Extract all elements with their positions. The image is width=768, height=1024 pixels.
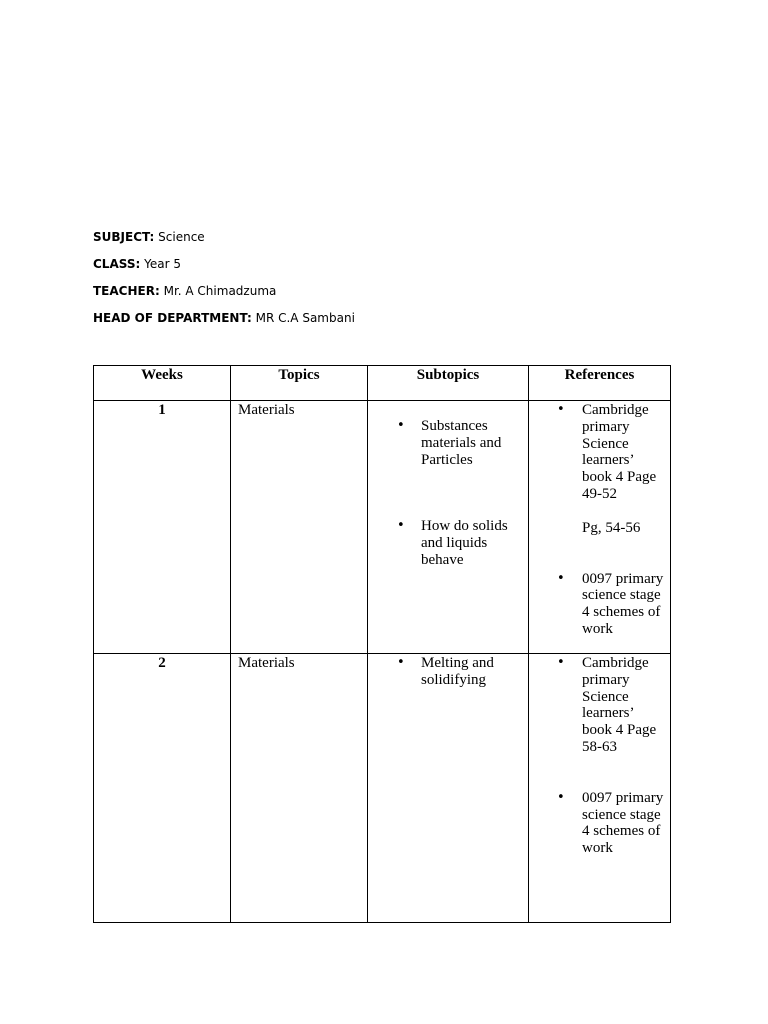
teacher-label: TEACHER: xyxy=(93,284,160,298)
subject-value: Science xyxy=(158,230,205,244)
class-line xyxy=(93,256,181,272)
class-value: Year 5 xyxy=(144,257,181,271)
scheme-of-work-table xyxy=(93,365,671,923)
subject-label: SUBJECT: xyxy=(93,230,155,244)
subtopics-cell xyxy=(368,401,529,654)
reference-item: • Cambridge primary Science learners’ book 4 Page 49-52 xyxy=(529,402,670,503)
references-cell xyxy=(529,401,671,654)
reference-item: • 0097 primary science stage 4 schemes of work xyxy=(529,790,670,857)
subtopic-item: • Substances materials and Particles xyxy=(368,418,528,468)
column-header-topics: Topics xyxy=(231,366,368,401)
subject-line xyxy=(93,229,205,245)
reference-item: Pg, 54-56 xyxy=(582,519,641,536)
teacher-line xyxy=(93,283,276,299)
week-cell: 1 xyxy=(94,401,231,654)
table-row xyxy=(94,401,671,654)
table-row xyxy=(94,654,671,923)
teacher-value: Mr. A Chimadzuma xyxy=(163,284,277,298)
references-cell xyxy=(529,654,671,923)
column-header-references: References xyxy=(529,366,671,401)
subtopic-item: • How do solids and liquids behave xyxy=(368,518,528,568)
hod-line xyxy=(93,310,355,326)
subtopics-cell xyxy=(368,654,529,923)
topic-cell: Materials xyxy=(231,654,368,923)
reference-item: • 0097 primary science stage 4 schemes of work xyxy=(529,571,670,638)
topic-cell: Materials xyxy=(231,401,368,654)
column-header-weeks: Weeks xyxy=(94,366,231,401)
table-header-row xyxy=(94,366,671,401)
hod-label: HEAD OF DEPARTMENT: xyxy=(93,311,252,325)
week-cell: 2 xyxy=(94,654,231,923)
subtopic-item: • Melting and solidifying xyxy=(368,655,528,689)
hod-value: MR C.A Sambani xyxy=(255,311,355,325)
column-header-subtopics: Subtopics xyxy=(368,366,529,401)
class-label: CLASS: xyxy=(93,257,141,271)
reference-item: • Cambridge primary Science learners’ book 4 Page 58-63 xyxy=(529,655,670,756)
